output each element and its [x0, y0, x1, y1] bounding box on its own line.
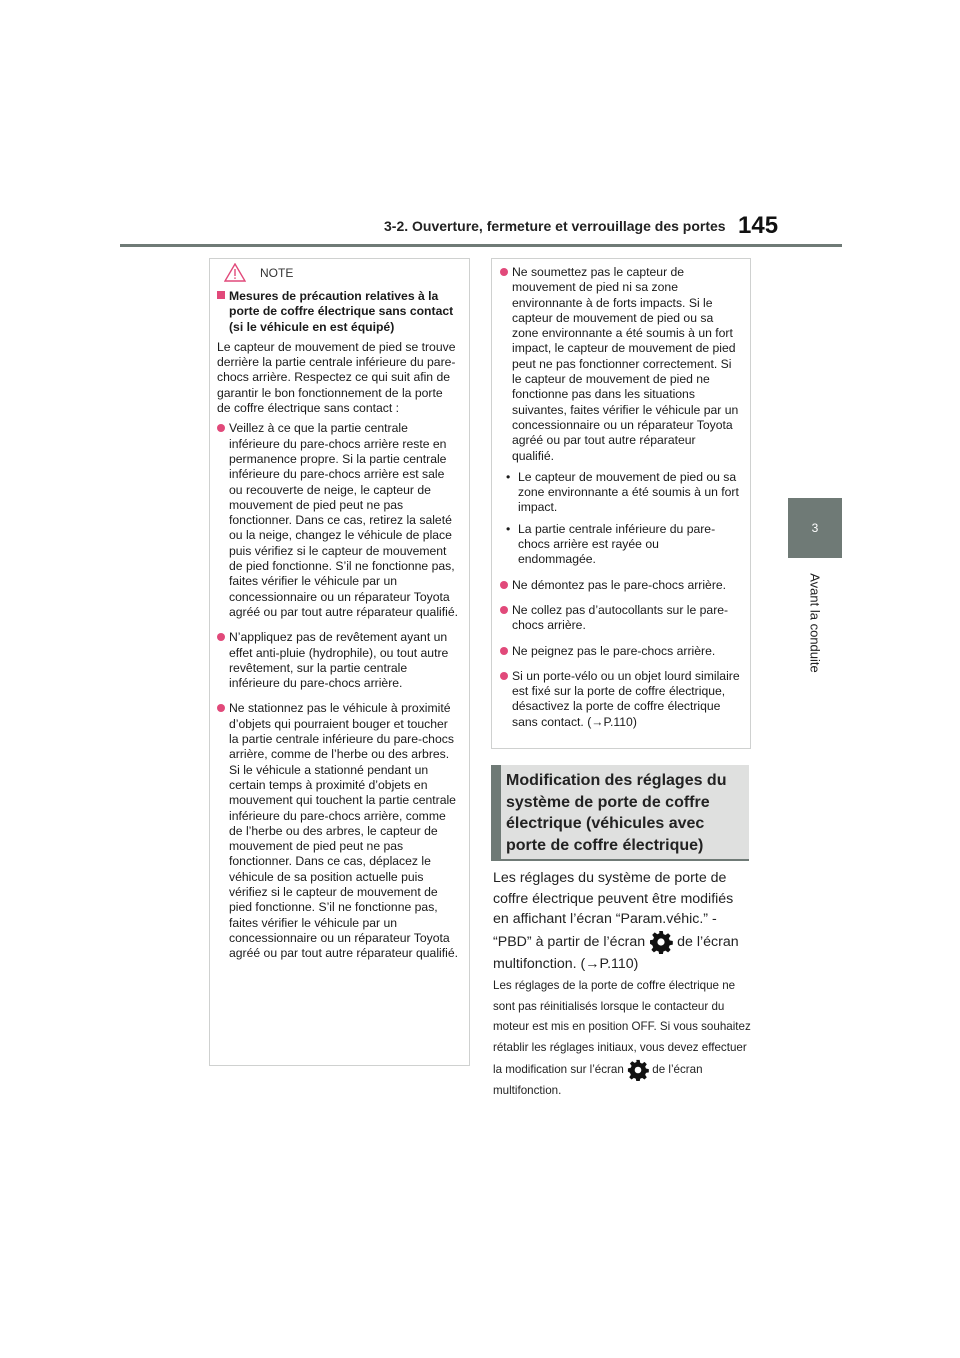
chapter-tab: 3 [788, 498, 842, 558]
note-box [209, 258, 470, 1066]
header-rule [120, 244, 842, 247]
note-content [210, 287, 469, 961]
section-note-end: de l’écran multifonction. [493, 1062, 703, 1097]
note-bullet: Ne collez pas d’autocollants sur le pare-chocs arrière. [500, 603, 740, 634]
note-heading: Mesures de précaution relatives à la porte de coffre électrique sans contact (si le véhicule en est équipé) [217, 289, 459, 335]
note-bullet: Veillez à ce que la partie centrale inférieure du pare-chocs arrière reste en permanence propre. Si la partie centrale inférieure du pare-chocs arrière est sale ou recouverte de neige, le capteur de mouvement de pied peut ne pas fonctionner. Dans ce cas, retirez la saleté ou la neige, changez le véhicule de place puis vérifiez si le capteur de mouvement de pied fonctionne. S’il ne fonctionne pas, faites vérifier le véhicule par un concessionnaire ou un réparateur Toyota agréé ou par tout autre réparateur qualifié. [217, 421, 459, 620]
note-continued-content [492, 259, 750, 730]
gear-icon [649, 930, 673, 954]
section-note-start: Les réglages de la porte de coffre électrique ne sont pas réinitialisés lorsque le contacteur du moteur est mis en position OFF. Si vous souhaitez rétablir les réglages initiaux, vous devez effectuer la modification sur l’écran [493, 979, 751, 1076]
note-bullet: N’appliquez pas de revêtement ayant un effet anti-pluie (hydrophile), ou tout autre revêtement, sur la partie centrale inférieure du pare-chocs arrière. [217, 630, 459, 691]
chapter-label-text: Avant la conduite [807, 573, 823, 673]
sub-bullet: • Le capteur de mouvement de pied ou sa zone environnante a été soumis à un fort impact. [500, 470, 740, 516]
note-bullet: Ne peignez pas le pare-chocs arrière. [500, 644, 740, 659]
header-title: 3-2. Ouverture, fermeture et verrouillage des portes [384, 218, 726, 234]
section-body-end: de l’écran multifonction. (→P.110) [493, 933, 739, 973]
note-continued-box [491, 258, 751, 749]
page-number: 145 [738, 212, 779, 239]
section-title: Modification des réglages du système de porte de coffre électrique (véhicules avec porte de coffre électrique) [506, 772, 727, 854]
section-note [493, 976, 751, 1102]
note-label: NOTE [260, 266, 294, 280]
warning-triangle-icon [224, 263, 246, 282]
section-body [493, 868, 751, 975]
sub-bullet: • La partie centrale inférieure du pare-chocs arrière est rayée ou endommagée. [500, 522, 740, 568]
note-bullet: Ne soumettez pas le capteur de mouvement de pied ni sa zone environnante à de forts impacts. Si le capteur de mouvement de pied ou sa zone environnante a été soumis à un fort impact, le capteur de mouvement de pied peut ne pas fonctionner correctement. Si le capteur de mouvement de pied ne fonctionne pas dans les situations suivantes, faites vérifier le véhicule par un concessionnaire ou un réparateur Toyota agréé ou par tout autre réparateur qualifié. [500, 265, 740, 464]
section-heading-box [491, 765, 749, 859]
note-bullet: Ne stationnez pas le véhicule à proximité d’objets qui pourraient bouger et toucher la partie centrale inférieure du pare-chocs arrière, comme de l’herbe ou des arbres. Si le véhicule a stationné pendant un certain temps à proximité d’objets en mouvement qui touchent la partie centrale inférieure du pare-chocs arrière, comme de l’herbe ou des arbres, le capteur de mouvement de pied peut ne pas fonctionner. Dans ce cas, déplacez le véhicule de sa position actuelle puis vérifiez si le capteur de mouvement de pied fonctionne. S’il ne fonctionne pas, faites vérifier le véhicule par un concessionnaire ou un réparateur Toyota agréé ou par tout autre réparateur qualifié. [217, 701, 459, 961]
chapter-label [800, 568, 830, 678]
note-bullet: Ne démontez pas le pare-chocs arrière. [500, 578, 740, 593]
section-body-start: Les réglages du système de porte de coffre électrique peuvent être modifiés en affichant l’écran “Param.véhic.” - “PBD” à partir de l’écran [493, 870, 734, 950]
note-bullet: Si un porte-vélo ou un objet lourd similaire est fixé sur la porte de coffre électrique, désactivez la porte de coffre électrique sans contact. (→P.110) [500, 669, 740, 730]
gear-icon [627, 1059, 649, 1081]
section-rule [491, 859, 749, 861]
note-intro: Le capteur de mouvement de pied se trouve derrière la partie centrale inférieure du pare-chocs arrière. Respectez ce qui suit afin de garantir le bon fonctionnement de la porte de coffre électrique sans contact : [217, 339, 456, 416]
note-header [210, 259, 469, 287]
